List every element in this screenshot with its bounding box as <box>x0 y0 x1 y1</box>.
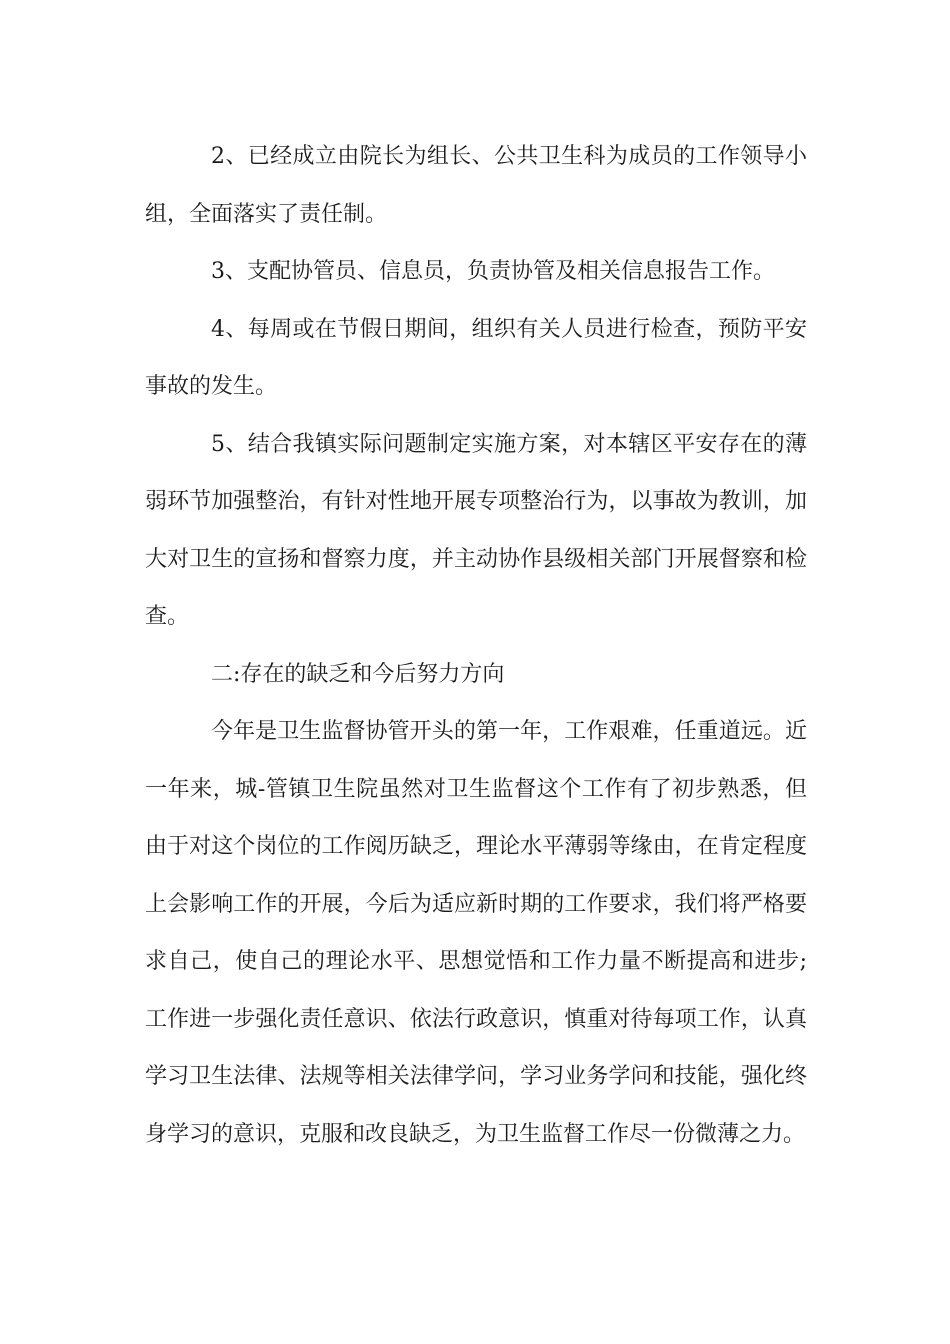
paragraph-item-5: 5、结合我镇实际问题制定实施方案，对本辖区平安存在的薄弱环节加强整治，有针对性地开展专项整治行为，以事故为教训，加大对卫生的宣扬和督察力度，并主动协作县级相关部门开展督察和检查。 <box>145 431 807 629</box>
paragraph-item-2: 2、已经成立由院长为组长、公共卫生科为成员的工作领导小组，全面落实了责任制。 <box>145 144 807 227</box>
paragraph-item-4: 4、每周或在节假日期间，组织有关人员进行检查，预防平安事故的发生。 <box>145 316 807 399</box>
paragraph-item-3: 3、支配协管员、信息员，负责协管及相关信息报告工作。 <box>211 259 775 284</box>
section-heading: 二:存在的缺乏和今后努力方向 <box>211 661 505 687</box>
document-body <box>145 128 807 1163</box>
paragraph-summary: 今年是卫生监督协管开头的第一年，工作艰难，任重道远。近一年来，城-管镇卫生院虽然对卫生监督这个工作有了初步熟悉，但由于对这个岗位的工作阅历缺乏，理论水平薄弱等缘由，在肯定程度上会影响工作的开展，今后为适应新时期的工作要求，我们将严格要求自己，使自己的理论水平、思想觉悟和工作力量不断提高和进步;工作进一步强化责任意识、依法行政意识，慎重对待每项工作，认真学习卫生法律、法规等相关法律学问，学习业务学问和技能，强化终身学习的意识，克服和改良缺乏，为卫生监督工作尽一份微薄之力。 <box>145 719 807 1147</box>
